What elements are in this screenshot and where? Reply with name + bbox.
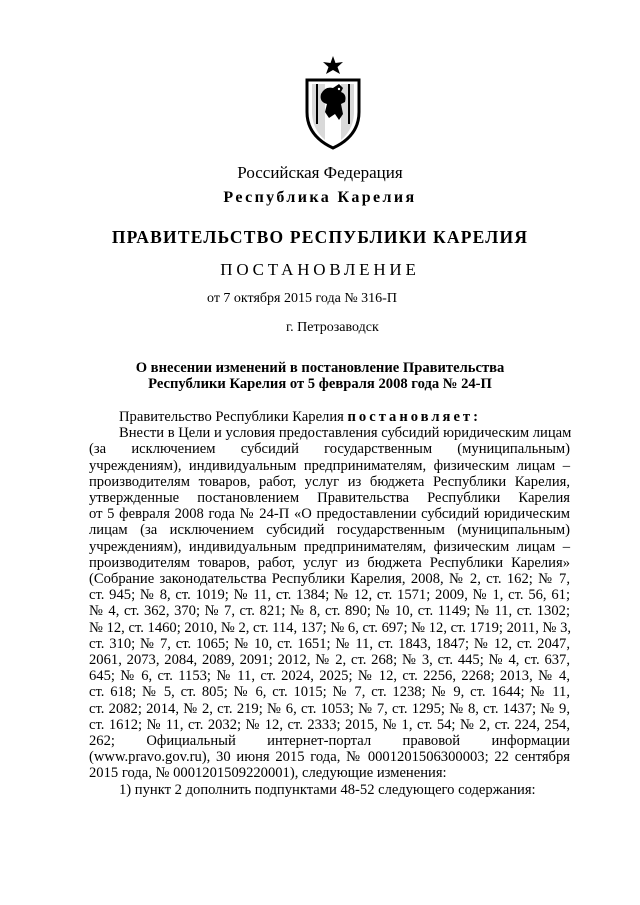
body-line: № 12, ст. 1460; 2010, № 2, ст. 114, 137; № 6, ст. 697; № 12, ст. 1719; 2011, № 3, xyxy=(89,619,572,636)
body-line: ст. 2082; 2014, № 2, ст. 219; № 6, ст. 1053; № 7, ст. 1295; № 8, ст. 1437; № 9, xyxy=(89,700,570,717)
document-date: от 7 октября 2015 года № 316-П xyxy=(207,291,397,306)
body-line: 645; № 6, ст. 1153; № 11, ст. 2024, 2025; № 12, ст. 2256, 2268; 2013, № 4, xyxy=(89,668,570,685)
republic-name: Республика Карелия xyxy=(223,189,417,206)
intro-verb: постановляет: xyxy=(347,409,481,425)
body-line: № 4, ст. 362, 370; № 7, ст. 821; № 8, ст. 890; № 10, ст. 1149; № 11, ст. 1302; xyxy=(89,603,570,620)
body-line: производителям товаров, работ, услуг из бюджета Республики Карелия, xyxy=(89,473,570,490)
body-line: учреждениям), индивидуальным предпринимателям, физическим лицам – xyxy=(89,538,570,555)
body-line: ст. 310; № 7, ст. 1065; № 10, ст. 1651; № 11, ст. 1843, 1847; № 12, ст. 2047, xyxy=(89,635,570,652)
karelia-coat-of-arms-icon xyxy=(299,54,367,150)
body-line: 2061, 2073, 2084, 2089, 2091; 2012, № 2, ст. 268; № 3, ст. 445; № 4, ст. 637, xyxy=(89,652,570,669)
body-line: утвержденные постановлением Правительства Республики Карелия xyxy=(89,490,570,507)
body-line: от 5 февраля 2008 года № 24-П «О предоставлении субсидий юридическим xyxy=(89,506,570,523)
government-name: ПРАВИТЕЛЬСТВО РЕСПУБЛИКИ КАРЕЛИЯ xyxy=(111,227,529,247)
document-title-line-2: Республики Карелия от 5 февраля 2008 года № 24-П xyxy=(148,376,492,392)
intro-paragraph xyxy=(89,409,570,425)
item-1: 1) пункт 2 дополнить подпунктами 48-52 следующего содержания: xyxy=(119,781,536,798)
body-line: (за исключением субсидий государственным (муниципальным) xyxy=(89,441,570,458)
body-line: ст. 1612; № 11, ст. 2032; № 12, ст. 2333; 2015, № 1, ст. 54; № 2, ст. 224, 254, xyxy=(89,716,570,733)
body-line: 2015 года, № 0001201509220001), следующие изменения: xyxy=(89,765,447,782)
body-line: (Собрание законодательства Республики Карелия, 2008, № 2, ст. 162; № 7, xyxy=(89,571,570,588)
body-line: Внести в Цели и условия предоставления субсидий юридическим лицам xyxy=(119,425,572,442)
body-line: лицам (за исключением субсидий государственным (муниципальным) xyxy=(89,522,570,539)
document-type: ПОСТАНОВЛЕНИЕ xyxy=(220,260,420,279)
intro-text: Правительство Республики Карелия xyxy=(119,409,348,425)
body-line: учреждениям), индивидуальным предпринимателям, физическим лицам – xyxy=(89,457,570,474)
body-line: (www.pravo.gov.ru), 30 июня 2015 года, № 0001201506300003; 22 сентября xyxy=(89,749,570,766)
body-line: ст. 618; № 5, ст. 805; № 6, ст. 1015; № 7, ст. 1238; № 9, ст. 1644; № 11, xyxy=(89,684,570,701)
body-line: 262; Официальный интернет-портал правовой информации xyxy=(89,733,570,750)
body-line: производителям товаров, работ, услуг из бюджета Республики Карелия» xyxy=(89,554,570,571)
document-city: г. Петрозаводск xyxy=(286,320,379,335)
country-name: Российская Федерация xyxy=(237,163,403,182)
amendment-paragraph xyxy=(89,425,570,781)
body-line: ст. 945; № 8, ст. 1019; № 11, ст. 1384; № 12, ст. 1571; 2009, № 1, ст. 56, 61; xyxy=(89,587,570,604)
document-title-line-1: О внесении изменений в постановление Правительства xyxy=(135,360,505,376)
document-body xyxy=(89,409,570,798)
